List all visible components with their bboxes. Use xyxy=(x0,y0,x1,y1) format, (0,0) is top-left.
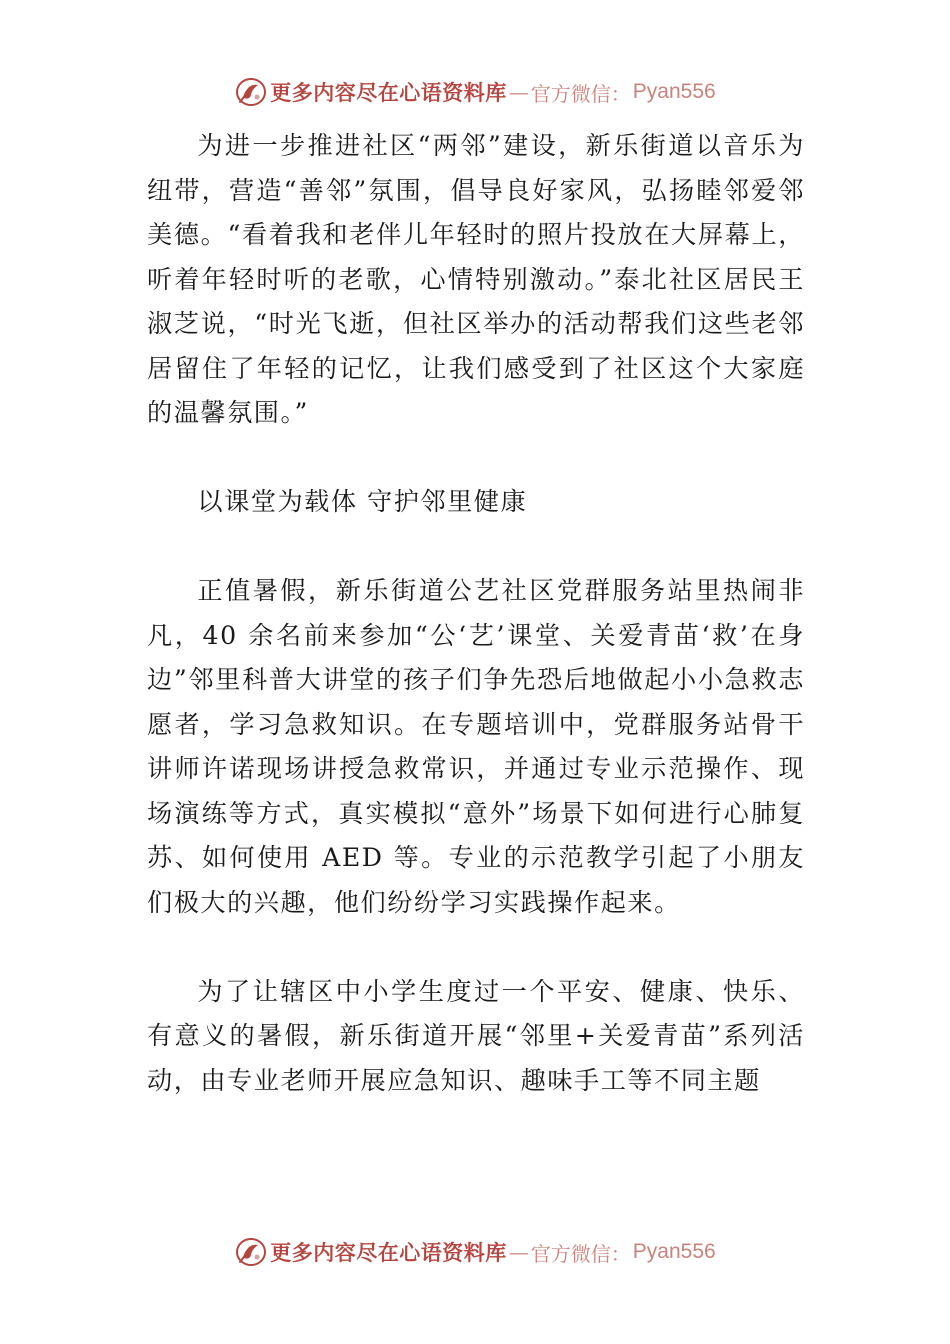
paragraph-2: 正值暑假，新乐街道公艺社区党群服务站里热闹非凡，40 余名前来参加“公‘艺’课堂、关爱青苗‘救’在身边”邻里科普大讲堂的孩子们争先恐后地做起小小急救志愿者，学习急救知识。在专题培训中，党群服务站骨干讲师许诺现场讲授急救常识，并通过专业示范操作、现场演练等方式，真实模拟“意外”场景下如何进行心肺复苏、如何使用 AED 等。专业的示范教学引起了小朋友们极大的兴趣，他们纷纷学习实践操作起来。 xyxy=(147,576,805,917)
footer-wechat-label: 官方微信： xyxy=(530,1241,631,1266)
footer-dash: — xyxy=(508,1240,529,1264)
footer-wechat-id: Pyan556 xyxy=(632,1240,716,1263)
header-dash: — xyxy=(508,80,529,104)
logo-icon xyxy=(234,1235,268,1269)
footer-banner-text: 更多内容尽在心语资料库 xyxy=(270,1240,507,1265)
paragraph-3: 为了让辖区中小学生度过一个平安、健康、快乐、有意义的暑假，新乐街道开展“邻里+关爱青苗”系列活动，由专业老师开展应急知识、趣味手工等不同主题 xyxy=(147,976,805,1095)
header-wechat-id: Pyan556 xyxy=(632,80,716,103)
footer-banner xyxy=(0,1230,950,1274)
header-banner xyxy=(0,70,950,114)
header-banner-text: 更多内容尽在心语资料库 xyxy=(270,80,507,105)
header-wechat-label: 官方微信： xyxy=(530,81,631,106)
article-body xyxy=(147,124,805,1103)
section-heading: 以课堂为载体 守护邻里健康 xyxy=(197,487,528,516)
logo-icon xyxy=(234,75,268,109)
paragraph-1: 为进一步推进社区“两邻”建设，新乐街道以音乐为纽带，营造“善邻”氛围，倡导良好家风，弘扬睦邻爱邻美德。“看着我和老伴儿年轻时的照片投放在大屏幕上，听着年轻时听的老歌，心情特别激动。”泰北社区居民王淑芝说，“时光飞逝，但社区举办的活动帮我们这些老邻居留住了年轻的记忆，让我们感受到了社区这个大家庭的温馨氛围。” xyxy=(147,131,805,427)
